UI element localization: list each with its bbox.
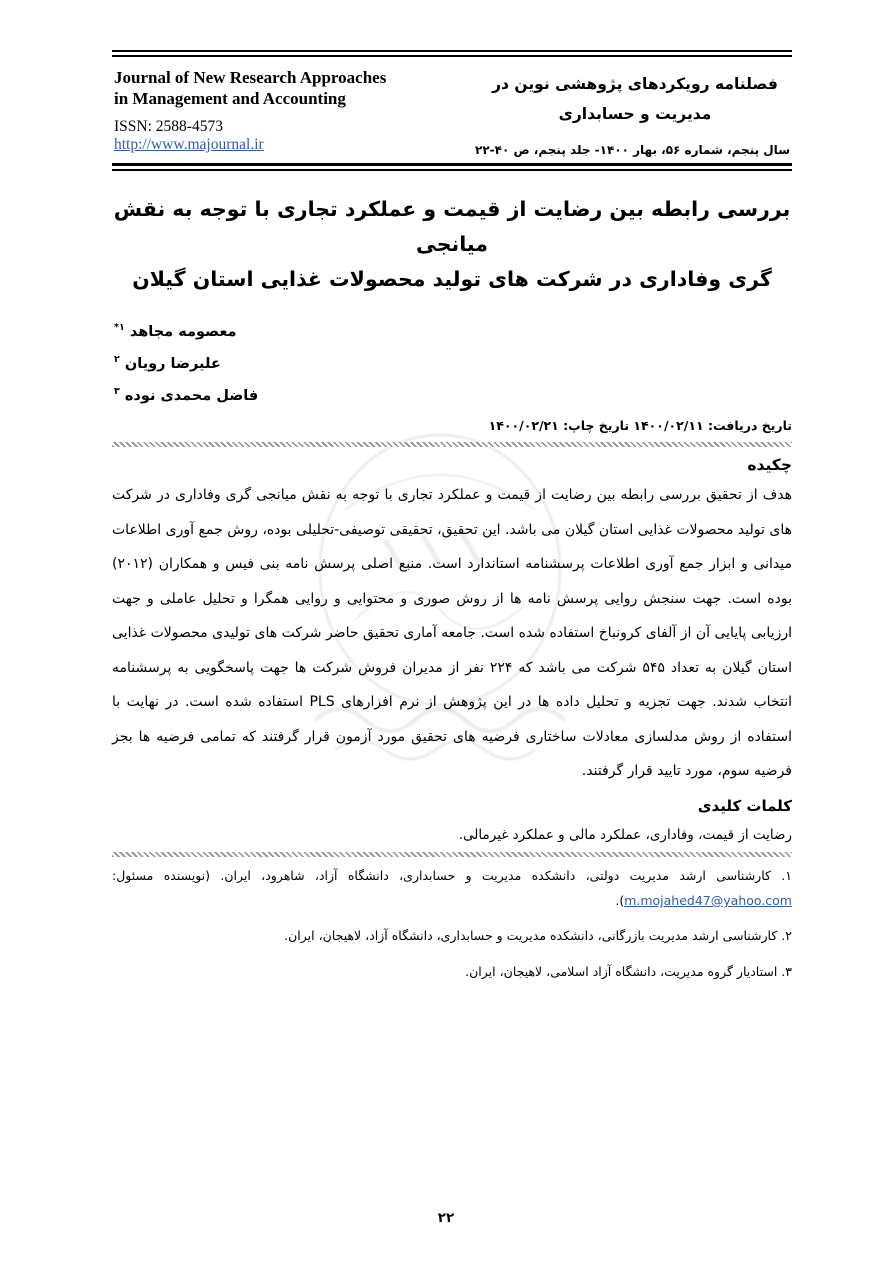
footnote-2-text: ۲. کارشناسی ارشد مدیریت بازرگانی، دانشکده مدیریت و حسابداری، دانشگاه آزاد، لاهیجان، ایران.: [284, 927, 792, 943]
article-title-line1: بررسی رابطه بین رضایت از قیمت و عملکرد تجاری با توجه به نقش میانجی: [113, 197, 791, 256]
author-2-affiliation-mark: ۲: [114, 353, 120, 365]
page-content: [112, 0, 792, 985]
issue-info: سال پنجم، شماره ۵۶، بهار ۱۴۰۰- جلد پنجم، ص ۴۰-۲۲: [475, 143, 790, 157]
journal-header-persian: [475, 67, 790, 157]
authors-block: [112, 314, 792, 409]
header-bottom-rule: [112, 163, 792, 171]
footnote-1-email-line: [112, 888, 792, 913]
journal-name-fa-line1: فصلنامه رویکردهای پژوهشی نوین در: [492, 75, 778, 93]
footnotes-block: [112, 863, 792, 985]
footnote-3-text: ۳. استادیار گروه مدیریت، دانشگاه آزاد اسلامی، لاهیجان، ایران.: [465, 963, 792, 979]
article-title: [112, 192, 792, 297]
top-double-rule: [112, 50, 792, 57]
footnote-1-text: ۱. کارشناسی ارشد مدیریت دولتی، دانشکده مدیریت و حسابداری، دانشگاه آزاد، شاهرود، ایران. (نویسنده مسئول:: [112, 867, 792, 883]
page-number: ۲۲: [437, 1210, 455, 1226]
author-3-name: فاضل محمدی نوده: [124, 387, 259, 404]
journal-header: [112, 57, 792, 163]
author-email-link[interactable]: m.mojahed47@yahoo.com: [624, 892, 792, 908]
author-3: [114, 378, 792, 410]
journal-name-fa-line2: مدیریت و حسابداری: [558, 105, 712, 123]
section-divider-hatch-bottom: [112, 852, 792, 857]
author-1: [114, 314, 792, 346]
abstract-text: هدف از تحقیق بررسی رابطه بین رضایت از قیمت و عملکرد تجاری با توجه به نقش میانجی گری وفاداری در شرکت های تولید محصولات غذایی استان گیلان می باشد. این تحقیق، تحقیقی توصیفی-تحلیلی بوده، روش جمع آوری اطلاعات میدانی و ابزار جمع آوری اطلاعات پرسشنامه استاندارد است. منبع اصلی پرسش نامه بنی فیس و همکاران (۲۰۱۲) بوده است. جهت سنجش روایی پرسش نامه ها از روش صوری و محتوایی و روایی همگرا و تحلیل عاملی و جهت ارزیابی پایایی آن از آلفای کرونباخ استفاده شده است. جامعه آماری تحقیق حاضر شرکت های تولیدی محصولات غذایی استان گیلان به تعداد ۵۴۵ شرکت می باشد که ۲۲۴ نفر از مدیران فروش شرکت ها جهت پاسخگویی به پرسشنامه انتخاب شدند. جهت تجزیه و تحلیل داده ها در این پژوهش از نرم افزارهای PLS استفاده شده است. در نهایت با استفاده از روش مدلسازی معادلات ساختاری فرضیه های تحقیق مورد آزمون قرار گرفتند که تمامی فرضیه ها بجز فرضیه سوم، مورد تایید قرار گرفتند.: [112, 487, 793, 780]
keywords-heading: کلمات کلیدی: [697, 796, 792, 815]
journal-name-en-line1: Journal of New Research Approaches: [114, 68, 387, 87]
section-divider-hatch-top: [112, 442, 792, 447]
article-title-line2: گری وفاداری در شرکت های تولید محصولات غذایی استان گیلان: [132, 267, 772, 291]
keywords-text: رضایت از قیمت، وفاداری، عملکرد مالی و عملکرد غیرمالی.: [458, 826, 792, 843]
journal-url-link[interactable]: http://www.majournal.ir: [114, 136, 264, 153]
footnote-1-suffix: ).: [615, 892, 625, 908]
received-published-dates: تاریخ دریافت: ۱۴۰۰/۰۲/۱۱ تاریخ چاپ: ۱۴۰۰/۰۲/۲۱: [488, 418, 792, 434]
journal-name-en-line2: in Management and Accounting: [114, 89, 346, 108]
author-3-affiliation-mark: ۳: [114, 385, 120, 397]
journal-header-english: [114, 67, 386, 157]
author-2-name: علیرضا رویان: [124, 355, 221, 372]
author-1-name: معصومه مجاهد: [129, 323, 237, 340]
issn-label: ISSN: 2588-4573: [114, 118, 223, 135]
author-2: [114, 346, 792, 378]
abstract-heading: چکیده: [747, 456, 792, 475]
author-1-affiliation-mark: ۱*: [114, 322, 125, 333]
